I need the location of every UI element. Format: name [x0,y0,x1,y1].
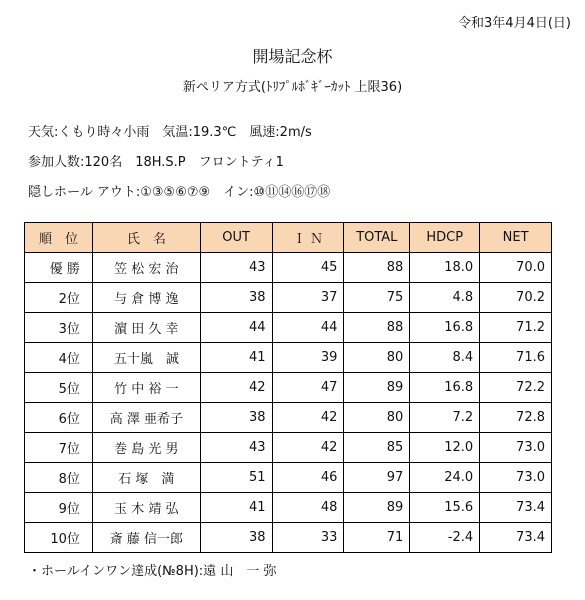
header-out: OUT [200,223,272,253]
header-rank: 順 位 [25,223,93,253]
table-header-row [25,223,552,253]
in-cell: 47 [272,373,344,403]
in-cell: 44 [272,313,344,343]
results-body [25,253,552,553]
total-cell: 85 [344,433,410,463]
name-cell: 濵 田 久 幸 [92,313,200,343]
total-cell: 89 [344,373,410,403]
table-row [25,523,552,553]
out-cell: 38 [200,283,272,313]
name-cell: 巻 島 光 男 [92,433,200,463]
rank-cell: 3位 [25,313,93,343]
table-row [25,313,552,343]
total-cell: 89 [344,493,410,523]
header-net: NET [480,223,552,253]
hdcp-cell: 18.0 [410,253,480,283]
header-in: Ｉ Ｎ [272,223,344,253]
in-cell: 33 [272,523,344,553]
out-cell: 43 [200,253,272,283]
net-cell: 72.8 [480,403,552,433]
page-subtitle: 新ペリア方式(ﾄﾘﾌﾟﾙﾎﾞｷﾞｰｶｯﾄ 上限36) [182,80,403,95]
out-cell: 44 [200,313,272,343]
in-cell: 37 [272,283,344,313]
hole-in-one-note: ・ホールインワン達成(№8H):遠 山 一 弥 [28,564,277,579]
name-cell: 玉 木 靖 弘 [92,493,200,523]
out-cell: 41 [200,493,272,523]
name-cell: 与 倉 博 逸 [92,283,200,313]
hdcp-cell: 24.0 [410,463,480,493]
total-cell: 71 [344,523,410,553]
rank-cell: 5位 [25,373,93,403]
header-total: TOTAL [344,223,410,253]
rank-cell: 8位 [25,463,93,493]
in-cell: 42 [272,433,344,463]
out-cell: 51 [200,463,272,493]
net-cell: 70.0 [480,253,552,283]
in-cell: 46 [272,463,344,493]
out-cell: 38 [200,523,272,553]
hdcp-cell: 12.0 [410,433,480,463]
in-cell: 48 [272,493,344,523]
rank-cell: 10位 [25,523,93,553]
table-row [25,403,552,433]
table-row [25,433,552,463]
table-row [25,463,552,493]
total-cell: 80 [344,403,410,433]
hdcp-cell: 15.6 [410,493,480,523]
out-cell: 42 [200,373,272,403]
name-cell: 五十嵐 誠 [92,343,200,373]
in-cell: 45 [272,253,344,283]
table-row [25,283,552,313]
table-row [25,343,552,373]
header-name: 氏 名 [92,223,200,253]
weather-info: 天気:くもり時々小雨 気温:19.3℃ 風速:2m/s [28,125,312,140]
hidden-holes-info: 隠しホール アウト:①③⑤⑥⑦⑨ イン:⑩⑪⑭⑯⑰⑱ [28,185,331,200]
net-cell: 71.2 [480,313,552,343]
net-cell: 73.0 [480,463,552,493]
rank-cell: 7位 [25,433,93,463]
rank-cell: 2位 [25,283,93,313]
rank-cell: 優 勝 [25,253,93,283]
date-text: 令和3年4月4日(日) [458,16,571,31]
hdcp-cell: 8.4 [410,343,480,373]
total-cell: 75 [344,283,410,313]
hdcp-cell: 16.8 [410,373,480,403]
in-cell: 42 [272,403,344,433]
name-cell: 斎 藤 信一郎 [92,523,200,553]
name-cell: 笠 松 宏 治 [92,253,200,283]
rank-cell: 4位 [25,343,93,373]
total-cell: 88 [344,313,410,343]
results-table [24,222,552,553]
name-cell: 竹 中 裕 一 [92,373,200,403]
hdcp-cell: 16.8 [410,313,480,343]
header-hdcp: HDCP [410,223,480,253]
net-cell: 72.2 [480,373,552,403]
net-cell: 73.0 [480,433,552,463]
total-cell: 88 [344,253,410,283]
net-cell: 70.2 [480,283,552,313]
participants-info: 参加人数:120名 18H.S.P フロントティ1 [28,155,284,170]
net-cell: 73.4 [480,493,552,523]
net-cell: 71.6 [480,343,552,373]
table-row [25,253,552,283]
table-row [25,493,552,523]
hdcp-cell: -2.4 [410,523,480,553]
hdcp-cell: 4.8 [410,283,480,313]
out-cell: 38 [200,403,272,433]
out-cell: 43 [200,433,272,463]
net-cell: 73.4 [480,523,552,553]
page-title: 開場記念杯 [252,47,333,66]
table-row [25,373,552,403]
total-cell: 97 [344,463,410,493]
out-cell: 41 [200,343,272,373]
total-cell: 80 [344,343,410,373]
rank-cell: 9位 [25,493,93,523]
name-cell: 高 澤 亜希子 [92,403,200,433]
rank-cell: 6位 [25,403,93,433]
hdcp-cell: 7.2 [410,403,480,433]
name-cell: 石 塚 満 [92,463,200,493]
in-cell: 39 [272,343,344,373]
